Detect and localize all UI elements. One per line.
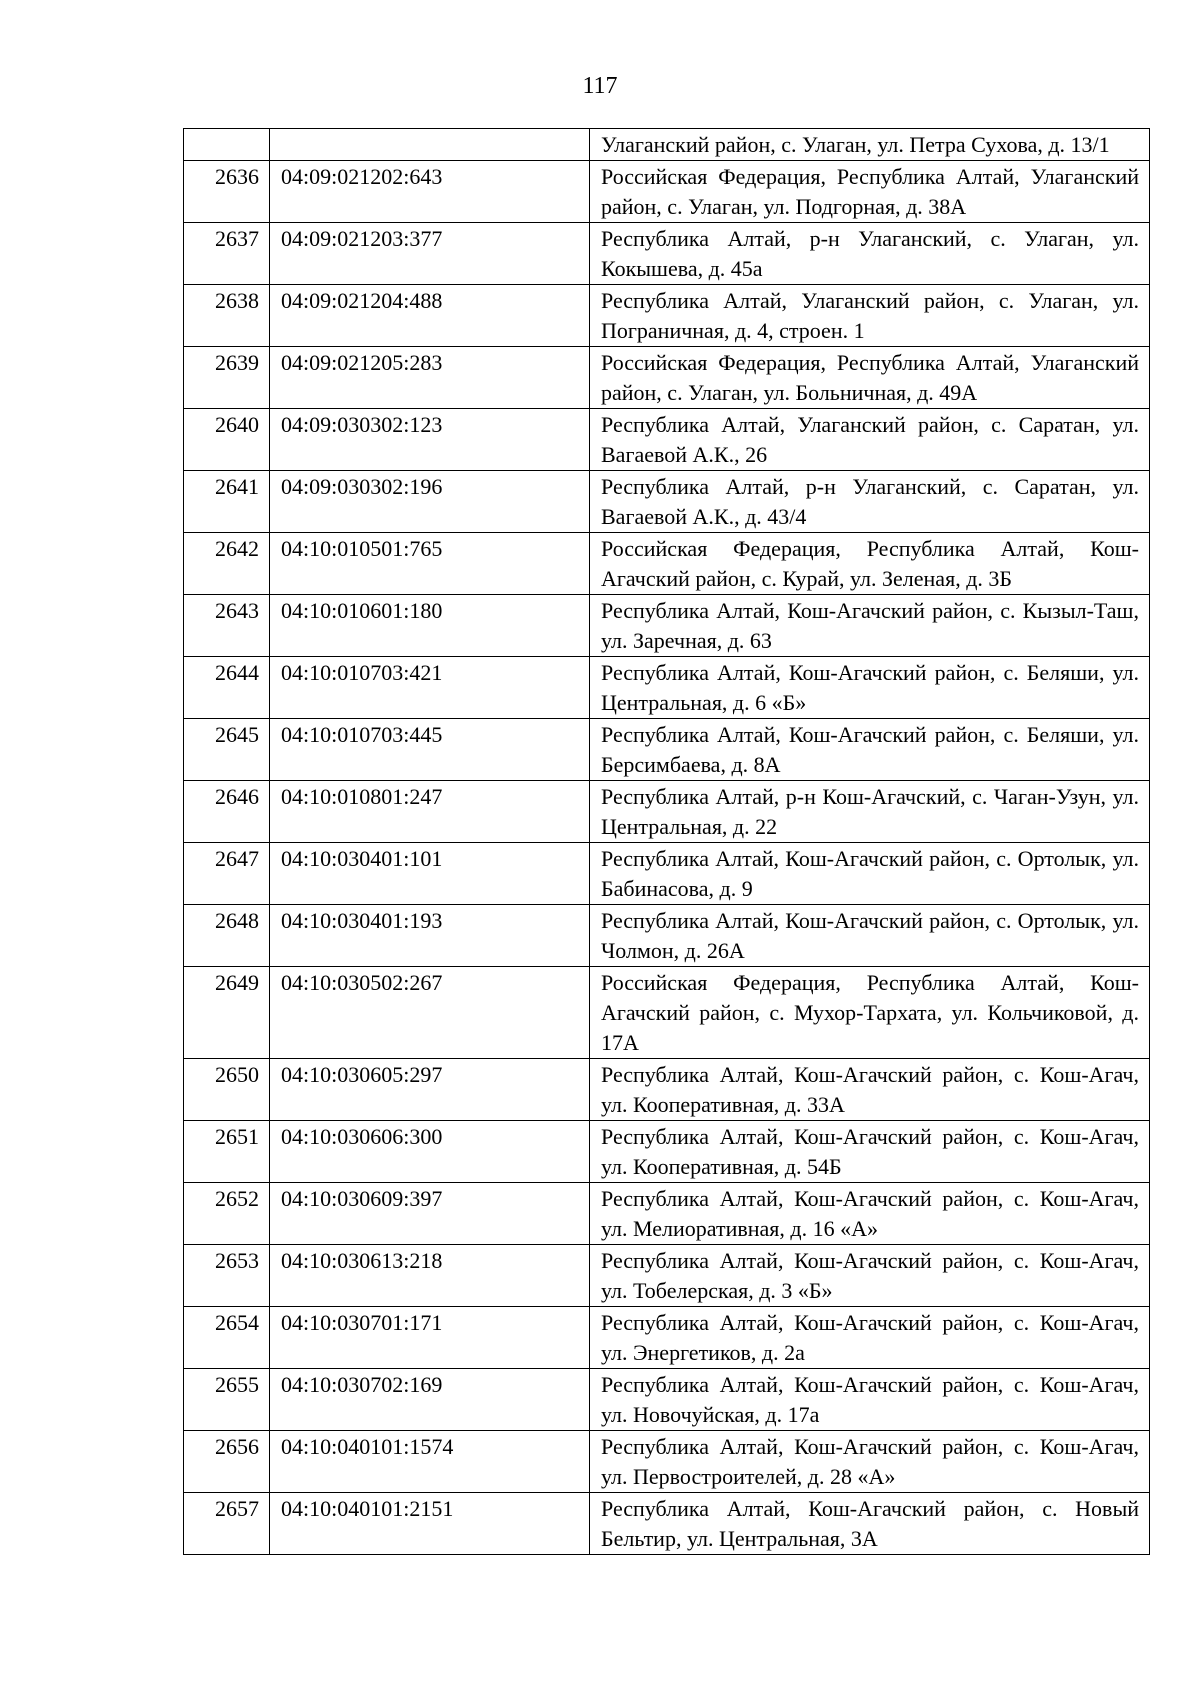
row-number-cell: 2646: [184, 781, 270, 843]
address-cell: Республика Алтай, Кош-Агачский район, с. Кош-Агач, ул. Первостроителей, д. 28 «А»: [590, 1431, 1150, 1493]
table-row: [184, 285, 1150, 347]
address-cell: Российская Федерация, Республика Алтай, Кош-Агачский район, с. Мухор-Тархата, ул. Кольчиковой, д. 17А: [590, 967, 1150, 1059]
table-row: [184, 905, 1150, 967]
address-cell: Российская Федерация, Республика Алтай, Кош-Агачский район, с. Курай, ул. Зеленая, д. 3Б: [590, 533, 1150, 595]
table-row: [184, 409, 1150, 471]
cadastral-number-cell: 04:09:030302:196: [270, 471, 590, 533]
row-number-cell: 2655: [184, 1369, 270, 1431]
table-row: [184, 347, 1150, 409]
cadastral-number-cell: 04:10:030605:297: [270, 1059, 590, 1121]
row-number-cell: 2650: [184, 1059, 270, 1121]
table-row: [184, 843, 1150, 905]
cadastral-number-cell: 04:10:030502:267: [270, 967, 590, 1059]
cadastral-number-cell: 04:10:030613:218: [270, 1245, 590, 1307]
row-number-cell: 2638: [184, 285, 270, 347]
cadastral-number-cell: 04:10:010703:445: [270, 719, 590, 781]
property-table-body: [184, 129, 1150, 1555]
row-number-cell: 2645: [184, 719, 270, 781]
row-number-cell: 2652: [184, 1183, 270, 1245]
row-number-cell: 2637: [184, 223, 270, 285]
address-cell: Республика Алтай, Кош-Агачский район, с. Кош-Агач, ул. Мелиоративная, д. 16 «А»: [590, 1183, 1150, 1245]
table-row: [184, 161, 1150, 223]
page-number: 117: [582, 73, 618, 99]
table-row: [184, 657, 1150, 719]
address-cell: Республика Алтай, Кош-Агачский район, с. Кош-Агач, ул. Энергетиков, д. 2а: [590, 1307, 1150, 1369]
cadastral-number-cell: 04:09:021203:377: [270, 223, 590, 285]
table-row: [184, 1059, 1150, 1121]
address-cell: Республика Алтай, Кош-Агачский район, с. Кош-Агач, ул. Кооперативная, д. 54Б: [590, 1121, 1150, 1183]
cadastral-number-cell: 04:09:021204:488: [270, 285, 590, 347]
cadastral-number-cell: [270, 129, 590, 161]
cadastral-number-cell: 04:10:030609:397: [270, 1183, 590, 1245]
row-number-cell: 2643: [184, 595, 270, 657]
cadastral-number-cell: 04:09:030302:123: [270, 409, 590, 471]
table-row: [184, 223, 1150, 285]
table-row: [184, 471, 1150, 533]
row-number-cell: [184, 129, 270, 161]
address-cell: Российская Федерация, Республика Алтай, Улаганский район, с. Улаган, ул. Подгорная, д. 38А: [590, 161, 1150, 223]
address-cell: Российская Федерация, Республика Алтай, Улаганский район, с. Улаган, ул. Больничная, д. 49А: [590, 347, 1150, 409]
table-row: [184, 1121, 1150, 1183]
cadastral-number-cell: 04:10:030701:171: [270, 1307, 590, 1369]
row-number-cell: 2648: [184, 905, 270, 967]
address-cell: Республика Алтай, Улаганский район, с. Саратан, ул. Вагаевой А.К., 26: [590, 409, 1150, 471]
cadastral-number-cell: 04:10:030702:169: [270, 1369, 590, 1431]
address-cell: Республика Алтай, р-н Кош-Агачский, с. Чаган-Узун, ул. Центральная, д. 22: [590, 781, 1150, 843]
row-number-cell: 2639: [184, 347, 270, 409]
table-row: [184, 1245, 1150, 1307]
table-row: [184, 1369, 1150, 1431]
row-number-cell: 2649: [184, 967, 270, 1059]
cadastral-number-cell: 04:10:010501:765: [270, 533, 590, 595]
address-cell: Республика Алтай, Кош-Агачский район, с. Беляши, ул. Центральная, д. 6 «Б»: [590, 657, 1150, 719]
row-number-cell: 2636: [184, 161, 270, 223]
table-row: [184, 1493, 1150, 1555]
address-cell: Республика Алтай, р-н Улаганский, с. Саратан, ул. Вагаевой А.К., д. 43/4: [590, 471, 1150, 533]
row-number-cell: 2653: [184, 1245, 270, 1307]
cadastral-number-cell: 04:10:030606:300: [270, 1121, 590, 1183]
table-row: [184, 1183, 1150, 1245]
address-cell: Республика Алтай, Кош-Агачский район, с. Кош-Агач, ул. Кооперативная, д. 33А: [590, 1059, 1150, 1121]
address-cell: Республика Алтай, Кош-Агачский район, с. Кош-Агач, ул. Тобелерская, д. 3 «Б»: [590, 1245, 1150, 1307]
address-cell: Республика Алтай, Кош-Агачский район, с. Кызыл-Таш, ул. Заречная, д. 63: [590, 595, 1150, 657]
address-cell: Улаганский район, с. Улаган, ул. Петра Сухова, д. 13/1: [590, 129, 1150, 161]
row-number-cell: 2642: [184, 533, 270, 595]
row-number-cell: 2640: [184, 409, 270, 471]
table-row: [184, 1307, 1150, 1369]
row-number-cell: 2656: [184, 1431, 270, 1493]
address-cell: Республика Алтай, р-н Улаганский, с. Улаган, ул. Кокышева, д. 45а: [590, 223, 1150, 285]
property-table: [183, 128, 1150, 1555]
row-number-cell: 2651: [184, 1121, 270, 1183]
table-row: [184, 1431, 1150, 1493]
row-number-cell: 2657: [184, 1493, 270, 1555]
row-number-cell: 2644: [184, 657, 270, 719]
table-row: [184, 967, 1150, 1059]
row-number-cell: 2641: [184, 471, 270, 533]
cadastral-number-cell: 04:10:040101:1574: [270, 1431, 590, 1493]
row-number-cell: 2654: [184, 1307, 270, 1369]
cadastral-number-cell: 04:09:021202:643: [270, 161, 590, 223]
table-row: [184, 129, 1150, 161]
address-cell: Республика Алтай, Кош-Агачский район, с. Беляши, ул. Берсимбаева, д. 8А: [590, 719, 1150, 781]
table-row: [184, 781, 1150, 843]
address-cell: Республика Алтай, Кош-Агачский район, с. Новый Бельтир, ул. Центральная, 3А: [590, 1493, 1150, 1555]
cadastral-number-cell: 04:10:030401:101: [270, 843, 590, 905]
address-cell: Республика Алтай, Кош-Агачский район, с. Кош-Агач, ул. Новочуйская, д. 17а: [590, 1369, 1150, 1431]
table-row: [184, 595, 1150, 657]
address-cell: Республика Алтай, Кош-Агачский район, с. Ортолык, ул. Чолмон, д. 26А: [590, 905, 1150, 967]
cadastral-number-cell: 04:10:040101:2151: [270, 1493, 590, 1555]
address-cell: Республика Алтай, Кош-Агачский район, с. Ортолык, ул. Бабинасова, д. 9: [590, 843, 1150, 905]
table-row: [184, 719, 1150, 781]
row-number-cell: 2647: [184, 843, 270, 905]
cadastral-number-cell: 04:10:010703:421: [270, 657, 590, 719]
cadastral-number-cell: 04:10:030401:193: [270, 905, 590, 967]
table-row: [184, 533, 1150, 595]
cadastral-number-cell: 04:10:010601:180: [270, 595, 590, 657]
cadastral-number-cell: 04:09:021205:283: [270, 347, 590, 409]
cadastral-number-cell: 04:10:010801:247: [270, 781, 590, 843]
address-cell: Республика Алтай, Улаганский район, с. Улаган, ул. Пограничная, д. 4, строен. 1: [590, 285, 1150, 347]
